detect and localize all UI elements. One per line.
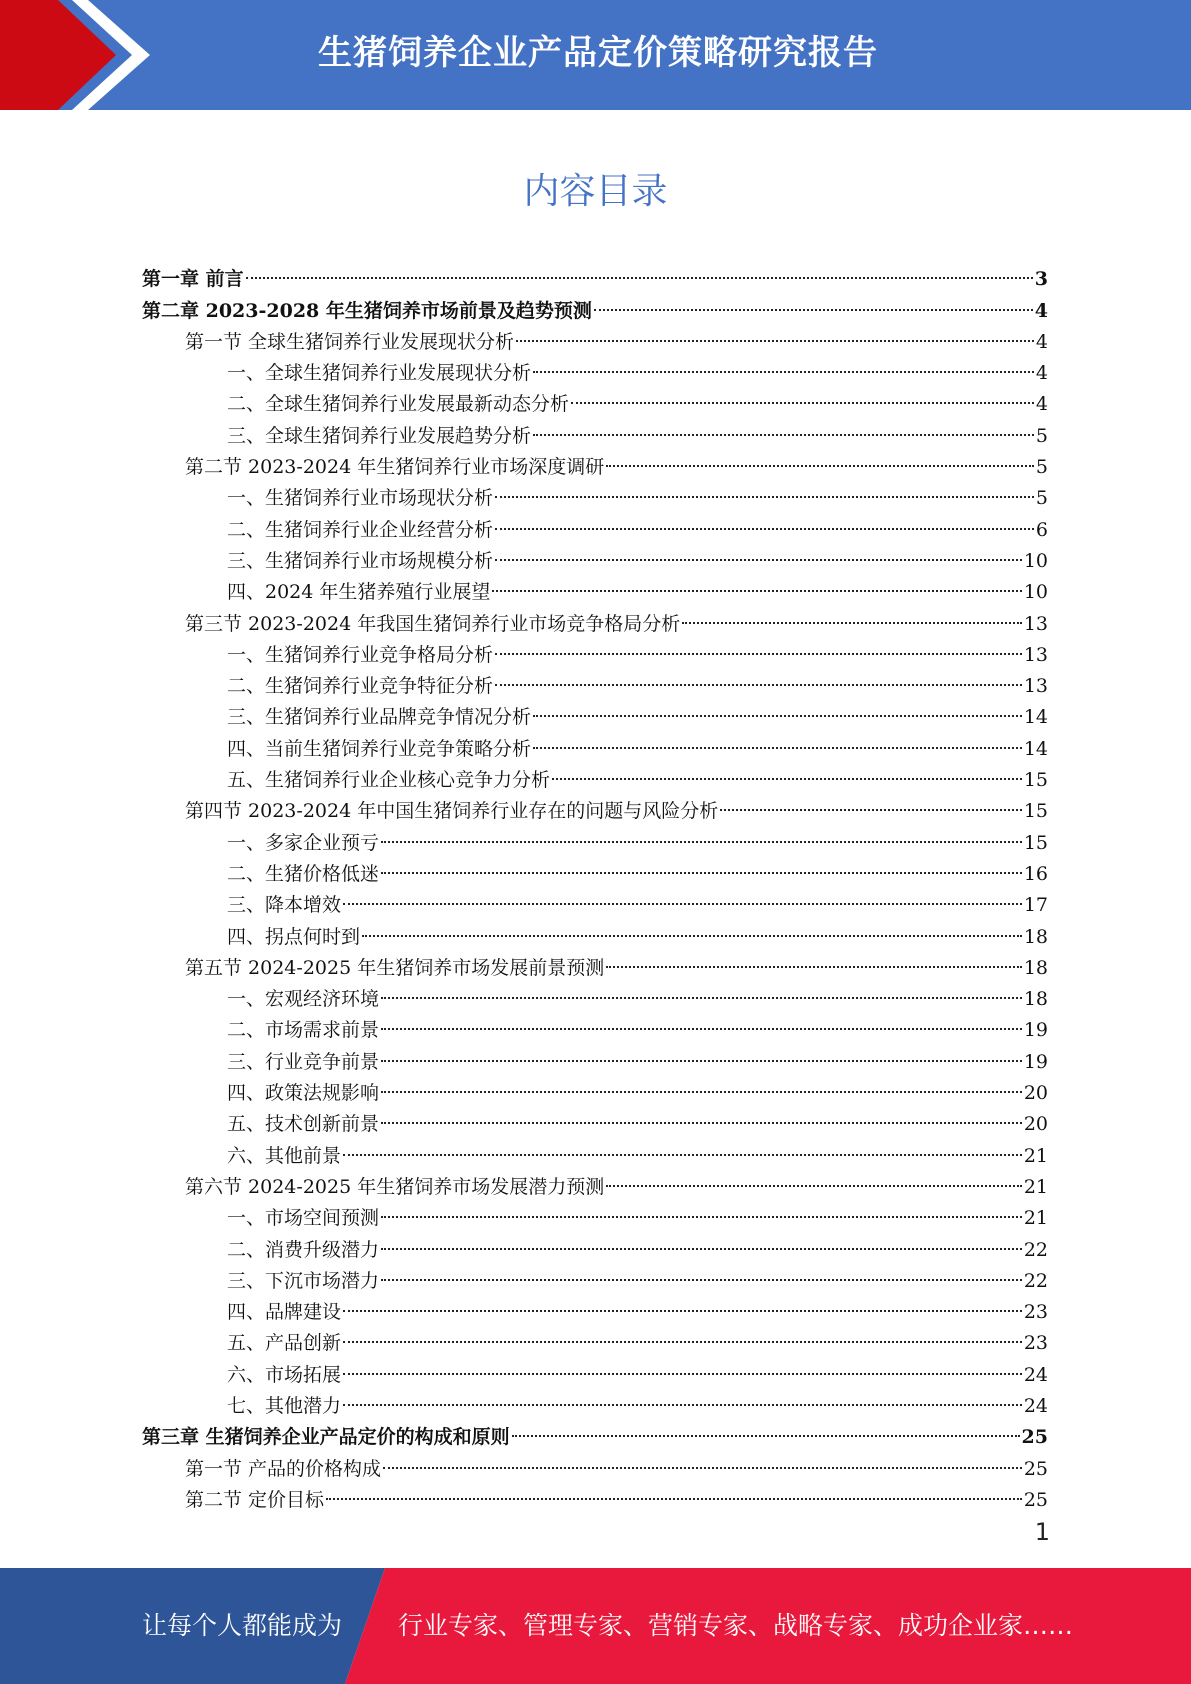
toc-entry-page: 16: [1023, 862, 1048, 885]
toc-entry-page: 14: [1023, 737, 1048, 760]
footer-slogan-right: 行业专家、管理专家、营销专家、战略专家、成功企业家……: [398, 1611, 1074, 1640]
toc-entry-title: 一、生猪饲养行业竞争格局分析: [227, 643, 494, 666]
toc-entry-title: 第三章 生猪饲养企业产品定价的构成和原则: [142, 1426, 510, 1449]
dot-leader: [495, 630, 1022, 661]
toc-entry-page: 10: [1023, 581, 1048, 604]
toc-entry-page: 23: [1023, 1301, 1048, 1324]
dot-leader: [571, 379, 1034, 410]
toc-entry-page: 19: [1023, 1019, 1048, 1042]
dot-leader: [343, 880, 1022, 911]
dot-leader: [533, 723, 1022, 754]
toc-entry-page: 4: [1035, 393, 1048, 416]
toc-entry-title: 第二节 2023-2024 年生猪饲养行业市场深度调研: [185, 456, 605, 479]
dot-leader: [606, 442, 1034, 473]
toc-entry-page: 25: [1023, 1457, 1048, 1480]
toc-entry-page: 13: [1023, 612, 1048, 635]
dot-leader: [381, 1036, 1022, 1067]
dot-leader: [381, 974, 1022, 1005]
dot-leader: [381, 1193, 1022, 1224]
toc-heading: 内容目录: [523, 171, 668, 212]
toc-entry-chapter[interactable]: [142, 285, 1048, 322]
toc-entry-title: 三、全球生猪饲养行业发展趋势分析: [227, 424, 532, 447]
toc-entry-page: 17: [1023, 894, 1048, 917]
dot-leader: [495, 536, 1022, 567]
dot-leader: [512, 1412, 1020, 1443]
toc-entry-title: 一、全球生猪饲养行业发展现状分析: [227, 362, 532, 385]
toc-entry-page: 24: [1023, 1394, 1048, 1417]
toc-entry-page: 6: [1035, 518, 1048, 541]
toc-entry-title: 二、全球生猪饲养行业发展最新动态分析: [227, 393, 570, 416]
toc-entry-page: 20: [1023, 1113, 1048, 1136]
dot-leader: [343, 1130, 1022, 1161]
toc-entry-page: 15: [1023, 800, 1048, 823]
toc-entry-title: 二、生猪价格低迷: [227, 862, 380, 885]
toc-entry-page: 5: [1035, 456, 1048, 479]
toc-entry-page: 14: [1023, 706, 1048, 729]
dot-leader: [381, 849, 1022, 880]
toc-entry-title: 第六节 2024-2025 年生猪饲养市场发展潜力预测: [185, 1175, 605, 1198]
dot-leader: [381, 817, 1022, 848]
dot-leader: [246, 254, 1033, 285]
toc-entry-title: 一、宏观经济环境: [227, 988, 380, 1011]
toc-entry-title: 三、生猪饲养行业市场规模分析: [227, 549, 494, 572]
toc-entry-page: 22: [1023, 1238, 1048, 1261]
toc-entry-chapter[interactable]: [142, 254, 1048, 291]
dot-leader: [720, 786, 1022, 817]
toc-entry-title: 一、生猪饲养行业市场现状分析: [227, 487, 494, 510]
toc-entry-title: 第一节 产品的价格构成: [185, 1457, 382, 1480]
toc-entry-page: 18: [1023, 956, 1048, 979]
dot-leader: [383, 1443, 1022, 1474]
footer-slogan-left: 让每个人都能成为: [142, 1611, 343, 1640]
toc-entry-page: 13: [1023, 643, 1048, 666]
page-number: 1: [1034, 1518, 1050, 1546]
dot-leader: [343, 1287, 1022, 1318]
dot-leader: [495, 661, 1022, 692]
table-of-contents: [142, 254, 1048, 1511]
dot-leader: [343, 1349, 1022, 1380]
dot-leader: [682, 598, 1022, 629]
footer-banner: [0, 1568, 1191, 1684]
toc-entry-page: 25: [1023, 1488, 1048, 1511]
toc-entry-title: 五、生猪饲养行业企业核心竞争力分析: [227, 769, 551, 792]
toc-entry-title: 第二章 2023-2028 年生猪饲养市场前景及趋势预测: [142, 299, 592, 322]
header-banner: [0, 0, 1191, 110]
toc-entry-title: 六、市场拓展: [227, 1363, 342, 1386]
dot-leader: [606, 943, 1022, 974]
dot-leader: [606, 1162, 1022, 1193]
toc-entry-page: 15: [1023, 769, 1048, 792]
toc-entry-title: 第三节 2023-2024 年我国生猪饲养行业市场竞争格局分析: [185, 612, 681, 635]
toc-entry-title: 二、生猪饲养行业企业经营分析: [227, 518, 494, 541]
dot-leader: [533, 348, 1034, 379]
toc-entry-title: 四、2024 年生猪养殖行业展望: [227, 581, 491, 604]
toc-entry-title: 四、品牌建设: [227, 1301, 342, 1324]
toc-entry-title: 第一节 全球生猪饲养行业发展现状分析: [185, 330, 515, 353]
dot-leader: [381, 1256, 1022, 1287]
toc-entry-title: 二、生猪饲养行业竞争特征分析: [227, 675, 494, 698]
dot-leader: [381, 1005, 1022, 1036]
dot-leader: [343, 1381, 1022, 1412]
toc-entry-title: 第一章 前言: [142, 268, 244, 291]
toc-entry-title: 四、当前生猪饲养行业竞争策略分析: [227, 737, 532, 760]
toc-entry-page: 5: [1035, 424, 1048, 447]
document-title: 生猪饲养企业产品定价策略研究报告: [318, 33, 878, 73]
toc-entry-page: 4: [1035, 330, 1048, 353]
dot-leader: [495, 504, 1034, 535]
toc-entry-page: 13: [1023, 675, 1048, 698]
toc-entry-title: 七、其他潜力: [227, 1394, 342, 1417]
toc-entry-title: 三、下沉市场潜力: [227, 1269, 380, 1292]
dot-leader: [594, 285, 1033, 316]
toc-entry-page: 10: [1023, 549, 1048, 572]
toc-entry-title: 三、降本增效: [227, 894, 342, 917]
toc-entry-page: 24: [1023, 1363, 1048, 1386]
dot-leader: [492, 567, 1021, 598]
toc-entry-page: 3: [1034, 268, 1048, 291]
toc-entry-page: 23: [1023, 1332, 1048, 1355]
toc-entry-title: 五、技术创新前景: [227, 1113, 380, 1136]
toc-entry-page: 5: [1035, 487, 1048, 510]
dot-leader: [343, 1318, 1022, 1349]
toc-entry-title: 第二节 定价目标: [185, 1488, 325, 1511]
toc-entry-title: 第五节 2024-2025 年生猪饲养市场发展前景预测: [185, 956, 605, 979]
toc-entry-title: 一、市场空间预测: [227, 1207, 380, 1230]
toc-entry-page: 21: [1023, 1144, 1048, 1167]
toc-entry-title: 一、多家企业预亏: [227, 831, 380, 854]
toc-entry-title: 五、产品创新: [227, 1332, 342, 1355]
dot-leader: [362, 911, 1022, 942]
toc-entry-page: 22: [1023, 1269, 1048, 1292]
toc-entry-page: 21: [1023, 1175, 1048, 1198]
toc-entry-title: 三、生猪饲养行业品牌竞争情况分析: [227, 706, 532, 729]
toc-entry-page: 25: [1021, 1426, 1048, 1449]
toc-entry-page: 4: [1035, 362, 1048, 385]
toc-entry-page: 15: [1023, 831, 1048, 854]
toc-entry-title: 二、市场需求前景: [227, 1019, 380, 1042]
toc-entry-page: 21: [1023, 1207, 1048, 1230]
toc-entry-title: 六、其他前景: [227, 1144, 342, 1167]
dot-leader: [533, 410, 1034, 441]
dot-leader: [381, 1224, 1022, 1255]
toc-entry-title: 四、拐点何时到: [227, 925, 361, 948]
dot-leader: [381, 1068, 1022, 1099]
toc-entry-title: 三、行业竞争前景: [227, 1050, 380, 1073]
toc-entry-page: 4: [1034, 299, 1048, 322]
dot-leader: [552, 755, 1022, 786]
toc-entry-title: 四、政策法规影响: [227, 1082, 380, 1105]
toc-entry-page: 19: [1023, 1050, 1048, 1073]
dot-leader: [516, 317, 1034, 348]
dot-leader: [533, 692, 1022, 723]
toc-entry-page: 20: [1023, 1082, 1048, 1105]
dot-leader: [326, 1475, 1022, 1506]
toc-entry-page: 18: [1023, 988, 1048, 1011]
dot-leader: [381, 1099, 1022, 1130]
dot-leader: [495, 473, 1034, 504]
toc-entry-title: 二、消费升级潜力: [227, 1238, 380, 1261]
toc-entry-page: 18: [1023, 925, 1048, 948]
toc-entry-title: 第四节 2023-2024 年中国生猪饲养行业存在的问题与风险分析: [185, 800, 719, 823]
